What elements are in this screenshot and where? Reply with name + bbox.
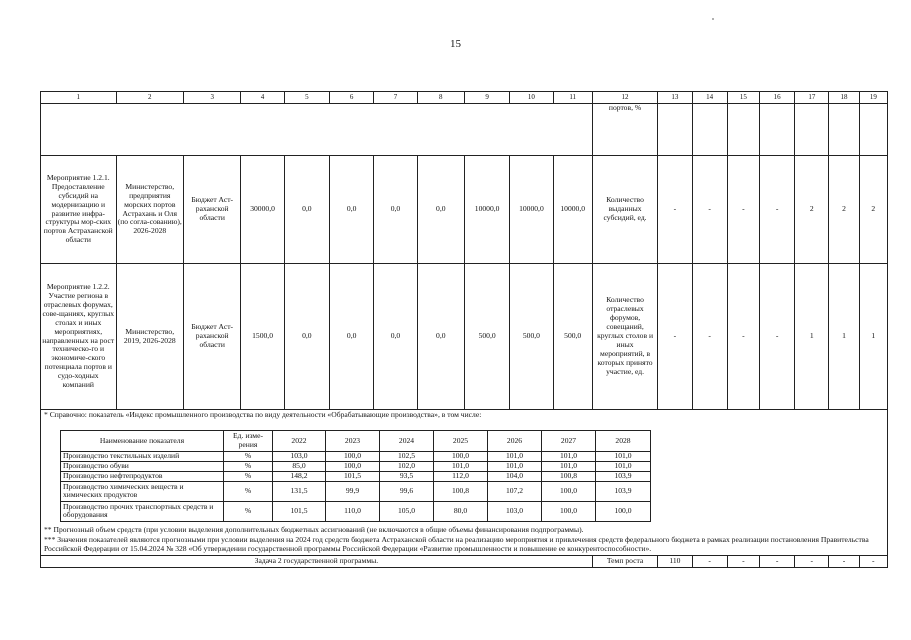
- column-number: 9: [464, 92, 509, 104]
- sub-value: 101,0: [434, 461, 488, 471]
- column-number: 3: [184, 92, 241, 104]
- sub-value: 105,0: [380, 501, 434, 521]
- sub-value: 103,0: [488, 501, 542, 521]
- sub-value: 101,0: [596, 451, 651, 461]
- footnote-forecast: *** Значения показателей являются прогнозными при условии выделения на 2024 год средств бюджета Астраханской области на реализацию мероприятия и привлечения средств федерального бюджета в рамках реализации постановления Правительства Российской Федерации от 15.04.2024 № 328 «Об утверждении государственной программы Российской Федерации «Развитие промышленности и повышение ее конкурентоспособности».: [44, 535, 869, 554]
- note-row: [41, 410, 888, 556]
- column-number: 7: [374, 92, 417, 104]
- sub-value: 103,9: [596, 481, 651, 501]
- sub-value: 101,0: [488, 461, 542, 471]
- task-dash: -: [795, 555, 829, 567]
- indicator-name: Количество выданных субсидий, ед.: [592, 156, 657, 264]
- sub-value: 104,0: [488, 471, 542, 481]
- program-table: [40, 91, 888, 568]
- target-value: 2: [859, 156, 887, 264]
- sub-value: 131,5: [273, 481, 326, 501]
- funding-value: 0,0: [374, 156, 417, 264]
- task-value: 110: [658, 555, 692, 567]
- task-dash: -: [859, 555, 887, 567]
- measure-source: Бюджет Аст-раханской области: [184, 156, 241, 264]
- column-number: 1: [41, 92, 117, 104]
- sub-value: 99,6: [380, 481, 434, 501]
- target-value: 2: [795, 156, 829, 264]
- sub-value: 110,0: [326, 501, 380, 521]
- column-number: 10: [510, 92, 553, 104]
- column-number: 4: [241, 92, 284, 104]
- continued-indicator: портов, %: [592, 104, 657, 156]
- sub-value: 101,0: [542, 461, 596, 471]
- column-number: 2: [116, 92, 183, 104]
- sub-value: 148,2: [273, 471, 326, 481]
- measure-name: Мероприятие 1.2.2. Участие региона в отраслевых форумах, сове-щаниях, круглых столах и иных мероприятиях, направленных на рост техническо-го и экономиче-ского потенциала портов и судо-ходных компаний: [41, 264, 117, 410]
- measure-row: [41, 156, 888, 264]
- funding-value: 0,0: [417, 156, 464, 264]
- empty-cell: [829, 104, 859, 156]
- sub-value: 99,9: [326, 481, 380, 501]
- sub-value: 101,0: [542, 451, 596, 461]
- sub-header-cell: 2028: [596, 430, 651, 451]
- sub-indicator-name: Производство текстильных изделий: [61, 451, 224, 461]
- sub-value: 100,8: [542, 471, 596, 481]
- sub-value: 101,5: [273, 501, 326, 521]
- funding-value: 1500,0: [241, 264, 284, 410]
- indicator-name: Количество отраслевых форумов, совещаний, круглых столов и иных мероприятий, в которых принято участие, ед.: [592, 264, 657, 410]
- target-value: -: [759, 156, 794, 264]
- sub-unit: %: [224, 471, 273, 481]
- sub-value: 100,0: [596, 501, 651, 521]
- funding-value: 0,0: [284, 156, 329, 264]
- sub-header-row: [61, 430, 651, 451]
- sub-value: 112,0: [434, 471, 488, 481]
- sub-value: 100,0: [326, 451, 380, 461]
- continued-left: [41, 104, 593, 156]
- footnote-funding: ** Прогнозный объем средств (при условии выделения дополнительных бюджетных ассигнований (не включаются в общие объемы финансирования подпрограммы).: [44, 524, 584, 534]
- task-row: [41, 555, 888, 567]
- sub-table-row: [61, 471, 651, 481]
- funding-value: 500,0: [553, 264, 592, 410]
- sub-value: 103,0: [273, 451, 326, 461]
- sub-value: 93,5: [380, 471, 434, 481]
- column-number: 5: [284, 92, 329, 104]
- funding-value: 0,0: [417, 264, 464, 410]
- target-value: 1: [795, 264, 829, 410]
- sub-unit: %: [224, 481, 273, 501]
- sub-indicator-name: Производство нефтепродуктов: [61, 471, 224, 481]
- column-number: 14: [692, 92, 727, 104]
- note-cell: [41, 410, 888, 556]
- target-value: 1: [859, 264, 887, 410]
- empty-cell: [692, 104, 727, 156]
- scan-speck: [712, 18, 714, 20]
- measure-row: [41, 264, 888, 410]
- empty-cell: [727, 104, 759, 156]
- empty-cell: [795, 104, 829, 156]
- sub-indicator-name: Производство обуви: [61, 461, 224, 471]
- sub-header-cell: 2023: [326, 430, 380, 451]
- target-value: -: [759, 264, 794, 410]
- sub-header-cell: 2025: [434, 430, 488, 451]
- funding-value: 10000,0: [464, 156, 509, 264]
- empty-cell: [658, 104, 692, 156]
- target-value: -: [692, 156, 727, 264]
- page-number: 15: [450, 38, 461, 50]
- column-number: 18: [829, 92, 859, 104]
- funding-value: 500,0: [464, 264, 509, 410]
- column-number: 8: [417, 92, 464, 104]
- sub-value: 101,0: [596, 461, 651, 471]
- sub-value: 100,0: [542, 501, 596, 521]
- sub-value: 85,0: [273, 461, 326, 471]
- funding-value: 0,0: [330, 264, 374, 410]
- column-number-row: [41, 92, 888, 104]
- funding-value: 10000,0: [553, 156, 592, 264]
- sub-value: 100,8: [434, 481, 488, 501]
- task-dash: -: [759, 555, 794, 567]
- sub-value: 101,5: [326, 471, 380, 481]
- column-number: 13: [658, 92, 692, 104]
- sub-header-cell: 2022: [273, 430, 326, 451]
- sub-value: 101,0: [488, 451, 542, 461]
- sub-value: 107,2: [488, 481, 542, 501]
- column-number: 6: [330, 92, 374, 104]
- sub-header-cell: Ед. изме-рения: [224, 430, 273, 451]
- sub-unit: %: [224, 501, 273, 521]
- measure-executor: Министерство, 2019, 2026-2028: [116, 264, 183, 410]
- target-value: -: [727, 264, 759, 410]
- sub-indicator-table: [60, 430, 651, 522]
- sub-indicator-name: Производство химических веществ и химических продуктов: [61, 481, 224, 501]
- target-value: 1: [829, 264, 859, 410]
- sub-table-row: [61, 451, 651, 461]
- sub-unit: %: [224, 461, 273, 471]
- sub-value: 103,9: [596, 471, 651, 481]
- sub-header-cell: 2024: [380, 430, 434, 451]
- sub-indicator-name: Производство прочих транспортных средств и оборудования: [61, 501, 224, 521]
- task-dash: -: [692, 555, 727, 567]
- funding-value: 500,0: [510, 264, 553, 410]
- funding-value: 30000,0: [241, 156, 284, 264]
- column-number: 15: [727, 92, 759, 104]
- sub-value: 100,0: [542, 481, 596, 501]
- task-label: Задача 2 государственной программы.: [41, 555, 593, 567]
- sub-header-cell: 2027: [542, 430, 596, 451]
- sub-value: 80,0: [434, 501, 488, 521]
- funding-value: 0,0: [374, 264, 417, 410]
- column-number: 11: [553, 92, 592, 104]
- funding-value: 0,0: [284, 264, 329, 410]
- sub-header-cell: 2026: [488, 430, 542, 451]
- funding-value: 0,0: [330, 156, 374, 264]
- empty-cell: [859, 104, 887, 156]
- sub-unit: %: [224, 451, 273, 461]
- column-number: 12: [592, 92, 657, 104]
- empty-cell: [759, 104, 794, 156]
- sub-header-cell: Наименование показателя: [61, 430, 224, 451]
- sub-table-row: [61, 481, 651, 501]
- sub-value: 102,5: [380, 451, 434, 461]
- sub-value: 100,0: [434, 451, 488, 461]
- column-number: 17: [795, 92, 829, 104]
- target-value: 2: [829, 156, 859, 264]
- measure-executor: Министерство, предприятия морских портов Астрахань и Оля (по согла-сованию), 2026-2028: [116, 156, 183, 264]
- sub-table-row: [61, 461, 651, 471]
- reference-note: * Справочно: показатель «Индекс промышленного производства по виду деятельности «Обрабатывающие производства», в том числе:: [44, 410, 482, 419]
- target-value: -: [727, 156, 759, 264]
- continued-row: [41, 104, 888, 156]
- column-number: 19: [859, 92, 887, 104]
- sub-table-row: [61, 501, 651, 521]
- task-dash: -: [727, 555, 759, 567]
- target-value: -: [658, 156, 692, 264]
- sub-value: 102,0: [380, 461, 434, 471]
- column-number: 16: [759, 92, 794, 104]
- task-indicator: Темп роста: [592, 555, 657, 567]
- measure-source: Бюджет Аст-раханской области: [184, 264, 241, 410]
- target-value: -: [692, 264, 727, 410]
- target-value: -: [658, 264, 692, 410]
- measure-name: Мероприятие 1.2.1. Предоставление субсидий на модернизацию и развитие инфра-структуры мор-ских портов Астраханской области: [41, 156, 117, 264]
- task-dash: -: [829, 555, 859, 567]
- sub-value: 100,0: [326, 461, 380, 471]
- funding-value: 10000,0: [510, 156, 553, 264]
